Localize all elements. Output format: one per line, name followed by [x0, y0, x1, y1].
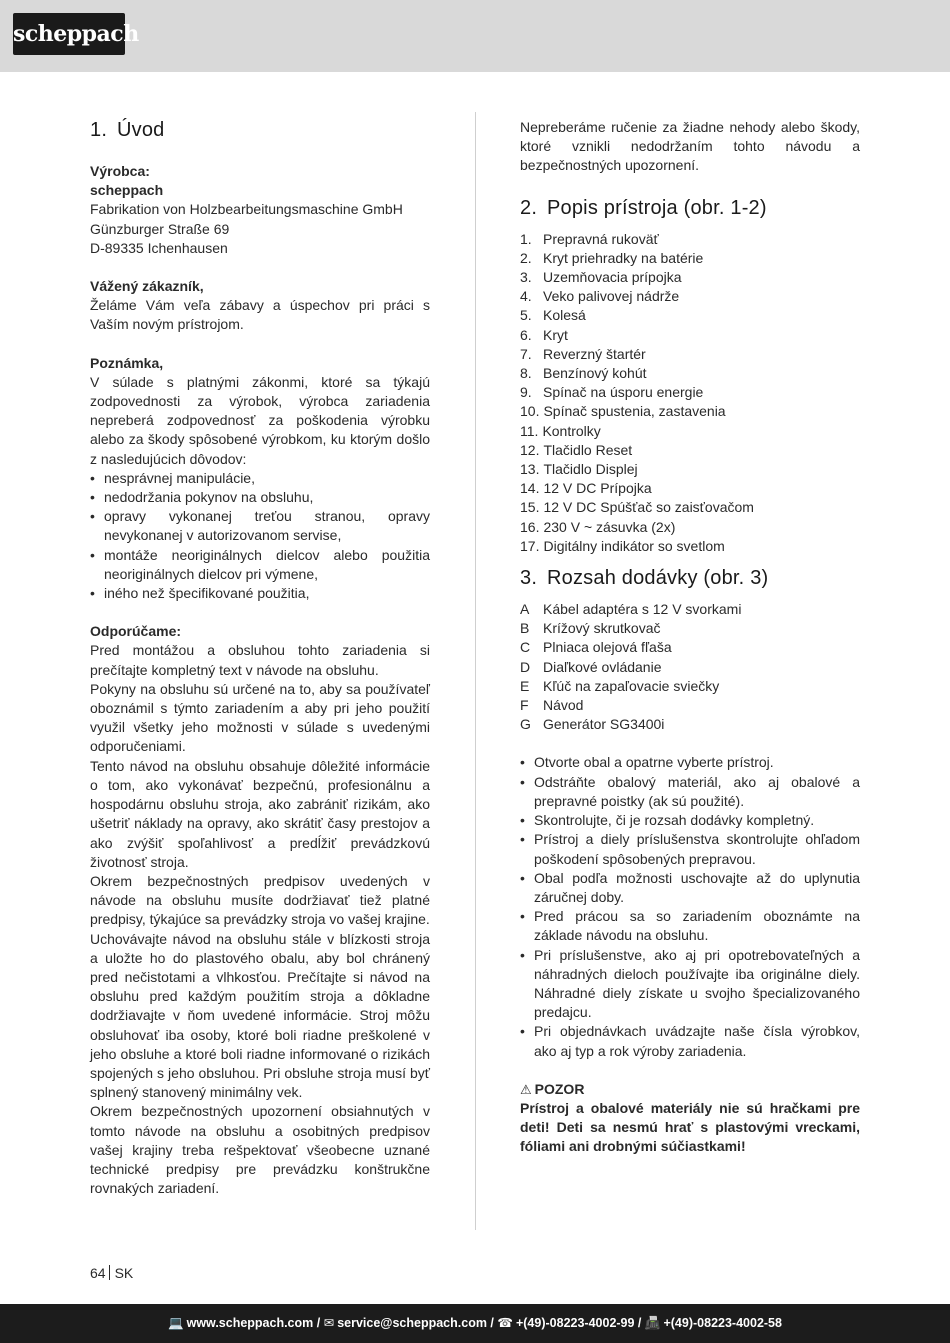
email-link[interactable]: service@scheppach.com /: [337, 1316, 494, 1330]
fax-icon: 📠: [644, 1316, 661, 1330]
list-item: 1. Prepravná rukoväť: [520, 230, 659, 247]
page-number: 64: [90, 1265, 106, 1281]
manufacturer-label: Výrobca:: [90, 163, 150, 179]
recommend-paragraph: Okrem bezpečnostných predpisov uvedených v návode na obsluhu musíte dodržiavať tiež platné predpisy, týkajúce sa prevádzky stroja vo vašej krajine.: [90, 872, 430, 928]
language-code: SK: [114, 1265, 134, 1281]
list-item: • montáže neoriginálnych dielcov alebo použitia neoriginálnych dielcov pri výmene,: [90, 546, 430, 584]
list-item: • Otvorte obal a opatrne vyberte prístroj.: [520, 753, 860, 772]
list-item: • Pri príslušenstve, ako aj pri opotrebovateľných a náhradných dieloch používajte iba originálne diely. Náhradné diely získate u svojho špecializovaného predajcu.: [520, 946, 860, 1023]
recommend-paragraph: Pokyny na obsluhu sú určené na to, aby sa používateľ oboznámil s týmto zariadením a aby pri jeho použití využil všetky jeho možnosti v súlade s uvedenými odporučeniami.: [90, 680, 430, 755]
list-item: • Prístroj a diely príslušenstva skontrolujte ohľadom poškodení spôsobených prepravou.: [520, 830, 860, 868]
list-item: A Kábel adaptéra s 12 V svorkami: [520, 601, 742, 618]
section-2-heading: [520, 196, 860, 220]
recommend-paragraph: Tento návod na obsluhu obsahuje dôležité informácie o tom, ako vykonávať bezpečnú, profesionálnu a hospodárnu obsluhu stroja, ako zabrániť rizikám, ako ušetriť náklady na opravy, ako skrátiť časy prestojov a ako zvýšiť spoľahlivosť a predĺžiť prevádzkovú životnosť stroja.: [90, 757, 430, 870]
list-item: 9. Spínač na úsporu energie: [520, 384, 704, 401]
liability-text: Nepreberáme ručenie za žiadne nehody alebo škody, ktoré vznikli nedodržaním tohto návodu a bezpečnostných upozornení.: [520, 119, 860, 174]
section-1-heading: [90, 118, 430, 142]
note-label: Poznámka,: [90, 354, 164, 371]
section-number: 2.: [520, 196, 538, 219]
list-item: C Plniaca olejová fľaša: [520, 639, 672, 656]
list-item: D Diaľkové ovládanie: [520, 658, 662, 675]
list-item: 11. Kontrolky: [520, 422, 601, 439]
unpack-bullet-list: [520, 753, 860, 1060]
note-text: V súlade s platnými zákonmi, ktoré sa týkajú zodpovednosti za výrobok, výrobca zariadenia nepreberá zodpovednosť za poškodenia výrobku alebo za škody spôsobené výrobkom, ku ktorým došlo z nasledujúcich dôvodov:: [90, 373, 430, 467]
list-item: • Skontrolujte, či je rozsah dodávky kompletný.: [520, 811, 860, 830]
list-item: • Pred prácou sa so zariadením oboznámte na základe návodu na obsluhu.: [520, 907, 860, 945]
section-title: Rozsah dodávky (obr. 3): [547, 567, 769, 590]
section-title: Úvod: [117, 119, 165, 141]
section-3-heading: [520, 566, 860, 590]
manufacturer-line: Günzburger Straße 69: [90, 220, 230, 237]
scheppach-logo: scheppach: [13, 13, 125, 55]
list-item: • nedodržania pokynov na obsluhu,: [90, 488, 430, 507]
list-item: 7. Reverzný štartér: [520, 345, 646, 362]
list-item: 12. Tlačidlo Reset: [520, 441, 633, 458]
phone-number: +(49)-08223-4002-99 /: [515, 1316, 642, 1330]
list-item: B Krížový skrutkovač: [520, 620, 661, 637]
warning-label: POZOR: [534, 1080, 585, 1097]
recommend-paragraph: Okrem bezpečnostných upozornení obsiahnutých v tomto návode na obsluhu a osobitných predpisov vašej krajiny treba rešpektovať všeobecne uznané technické predpisy pre prevádzku konštrukčne rovnakých zariadení.: [90, 1103, 430, 1197]
warning-text: Prístroj a obalové materiály nie sú hračkami pre deti! Deti sa nesmú hrať s plastovými vreckami, fóliami ani drobnými súčiastkami!: [520, 1099, 860, 1155]
section-number: 1.: [90, 119, 108, 141]
list-item: 6. Kryt: [520, 326, 568, 343]
list-item: • Obal podľa možnosti uschovajte až do uplynutia záručnej doby.: [520, 869, 860, 907]
right-column: [520, 118, 860, 1157]
parts-list: [520, 230, 860, 556]
recommend-paragraph: Pred montážou a obsluhou tohto zariadenia si prečítajte kompletný text v návode na obsluhu.: [90, 642, 430, 678]
recommend-label: Odporúčame:: [90, 623, 182, 640]
list-item: 4. Veko palivovej nádrže: [520, 288, 680, 305]
fax-number: +(49)-08223-4002-58: [663, 1316, 782, 1330]
list-item: 13. Tlačidlo Displej: [520, 461, 638, 478]
list-item: 17. Digitálny indikátor so svetlom: [520, 537, 725, 554]
list-item: • Odstráňte obalový materiál, ako aj obalové a prepravné poistky (ak sú použité).: [520, 773, 860, 811]
column-divider: [475, 112, 476, 1230]
list-item: G Generátor SG3400i: [520, 716, 665, 733]
website-link[interactable]: www.scheppach.com /: [186, 1316, 321, 1330]
list-item: 15. 12 V DC Spúšťač so zaisťovačom: [520, 499, 754, 516]
dear-customer-text: Želáme Vám veľa zábavy a úspechov pri práci s Vaším novým prístrojom.: [90, 297, 430, 333]
list-item: 14. 12 V DC Prípojka: [520, 480, 652, 497]
email-icon: ✉: [323, 1316, 335, 1330]
page-header: [0, 0, 950, 72]
left-column: [90, 118, 430, 1198]
page-number-block: [90, 1265, 133, 1281]
list-item: 5. Kolesá: [520, 307, 586, 324]
list-item: • iného než špecifikované použitia,: [90, 584, 430, 603]
list-item: 2. Kryt priehradky na batérie: [520, 249, 704, 266]
list-item: 3. Uzemňovacia prípojka: [520, 269, 682, 286]
computer-icon: 💻: [168, 1316, 184, 1330]
list-item: E Kľúč na zapaľovacie sviečky: [520, 677, 720, 694]
dear-customer-label: Vážený zákazník,: [90, 278, 204, 295]
list-item: 10. Spínač spustenia, zastavenia: [520, 403, 726, 420]
list-item: • opravy vykonanej treťou stranou, opravy nevykonanej v autorizovanom servise,: [90, 507, 430, 545]
contact-footer: [0, 1304, 950, 1343]
list-item: 8. Benzínový kohút: [520, 365, 647, 382]
list-item: • nesprávnej manipulácie,: [90, 469, 430, 488]
warning-triangle-icon: ⚠: [520, 1081, 532, 1097]
note-bullet-list: [90, 469, 430, 603]
page-separator: [109, 1265, 110, 1280]
phone-icon: ☎: [497, 1316, 513, 1330]
section-title: Popis prístroja (obr. 1-2): [547, 196, 767, 219]
manufacturer-name: scheppach: [90, 182, 164, 199]
delivery-list: [520, 600, 860, 734]
list-item: F Návod: [520, 697, 584, 714]
manufacturer-line: D-89335 Ichenhausen: [90, 239, 228, 256]
list-item: 16. 230 V ~ zásuvka (2x): [520, 518, 676, 535]
section-number: 3.: [520, 567, 538, 590]
list-item: • Pri objednávkach uvádzajte naše čísla výrobkov, ako aj typ a rok výroby zariadenia.: [520, 1022, 860, 1060]
recommend-paragraph: Uchovávajte návod na obsluhu stále v blízkosti stroja a uložte ho do plastového obalu, aby bol chránený pred nečistotami a vlhkosťou. Prečítajte si návod na obsluhu pred každým použitím stroja a dôkladne dodržiavajte v ňom uvedené informácie. Stroj môžu obsluhovať iba osoby, ktoré boli riadne preškolené v jeho obsluhe a ktoré boli riadne informované o rizikách spojených s jeho obsluhou. Pri obsluhe stroja musí byť splnený stanovený minimálny vek.: [90, 930, 430, 1101]
warning-heading: [520, 1080, 860, 1099]
manufacturer-line: Fabrikation von Holzbearbeitungsmaschine GmbH: [90, 201, 403, 218]
